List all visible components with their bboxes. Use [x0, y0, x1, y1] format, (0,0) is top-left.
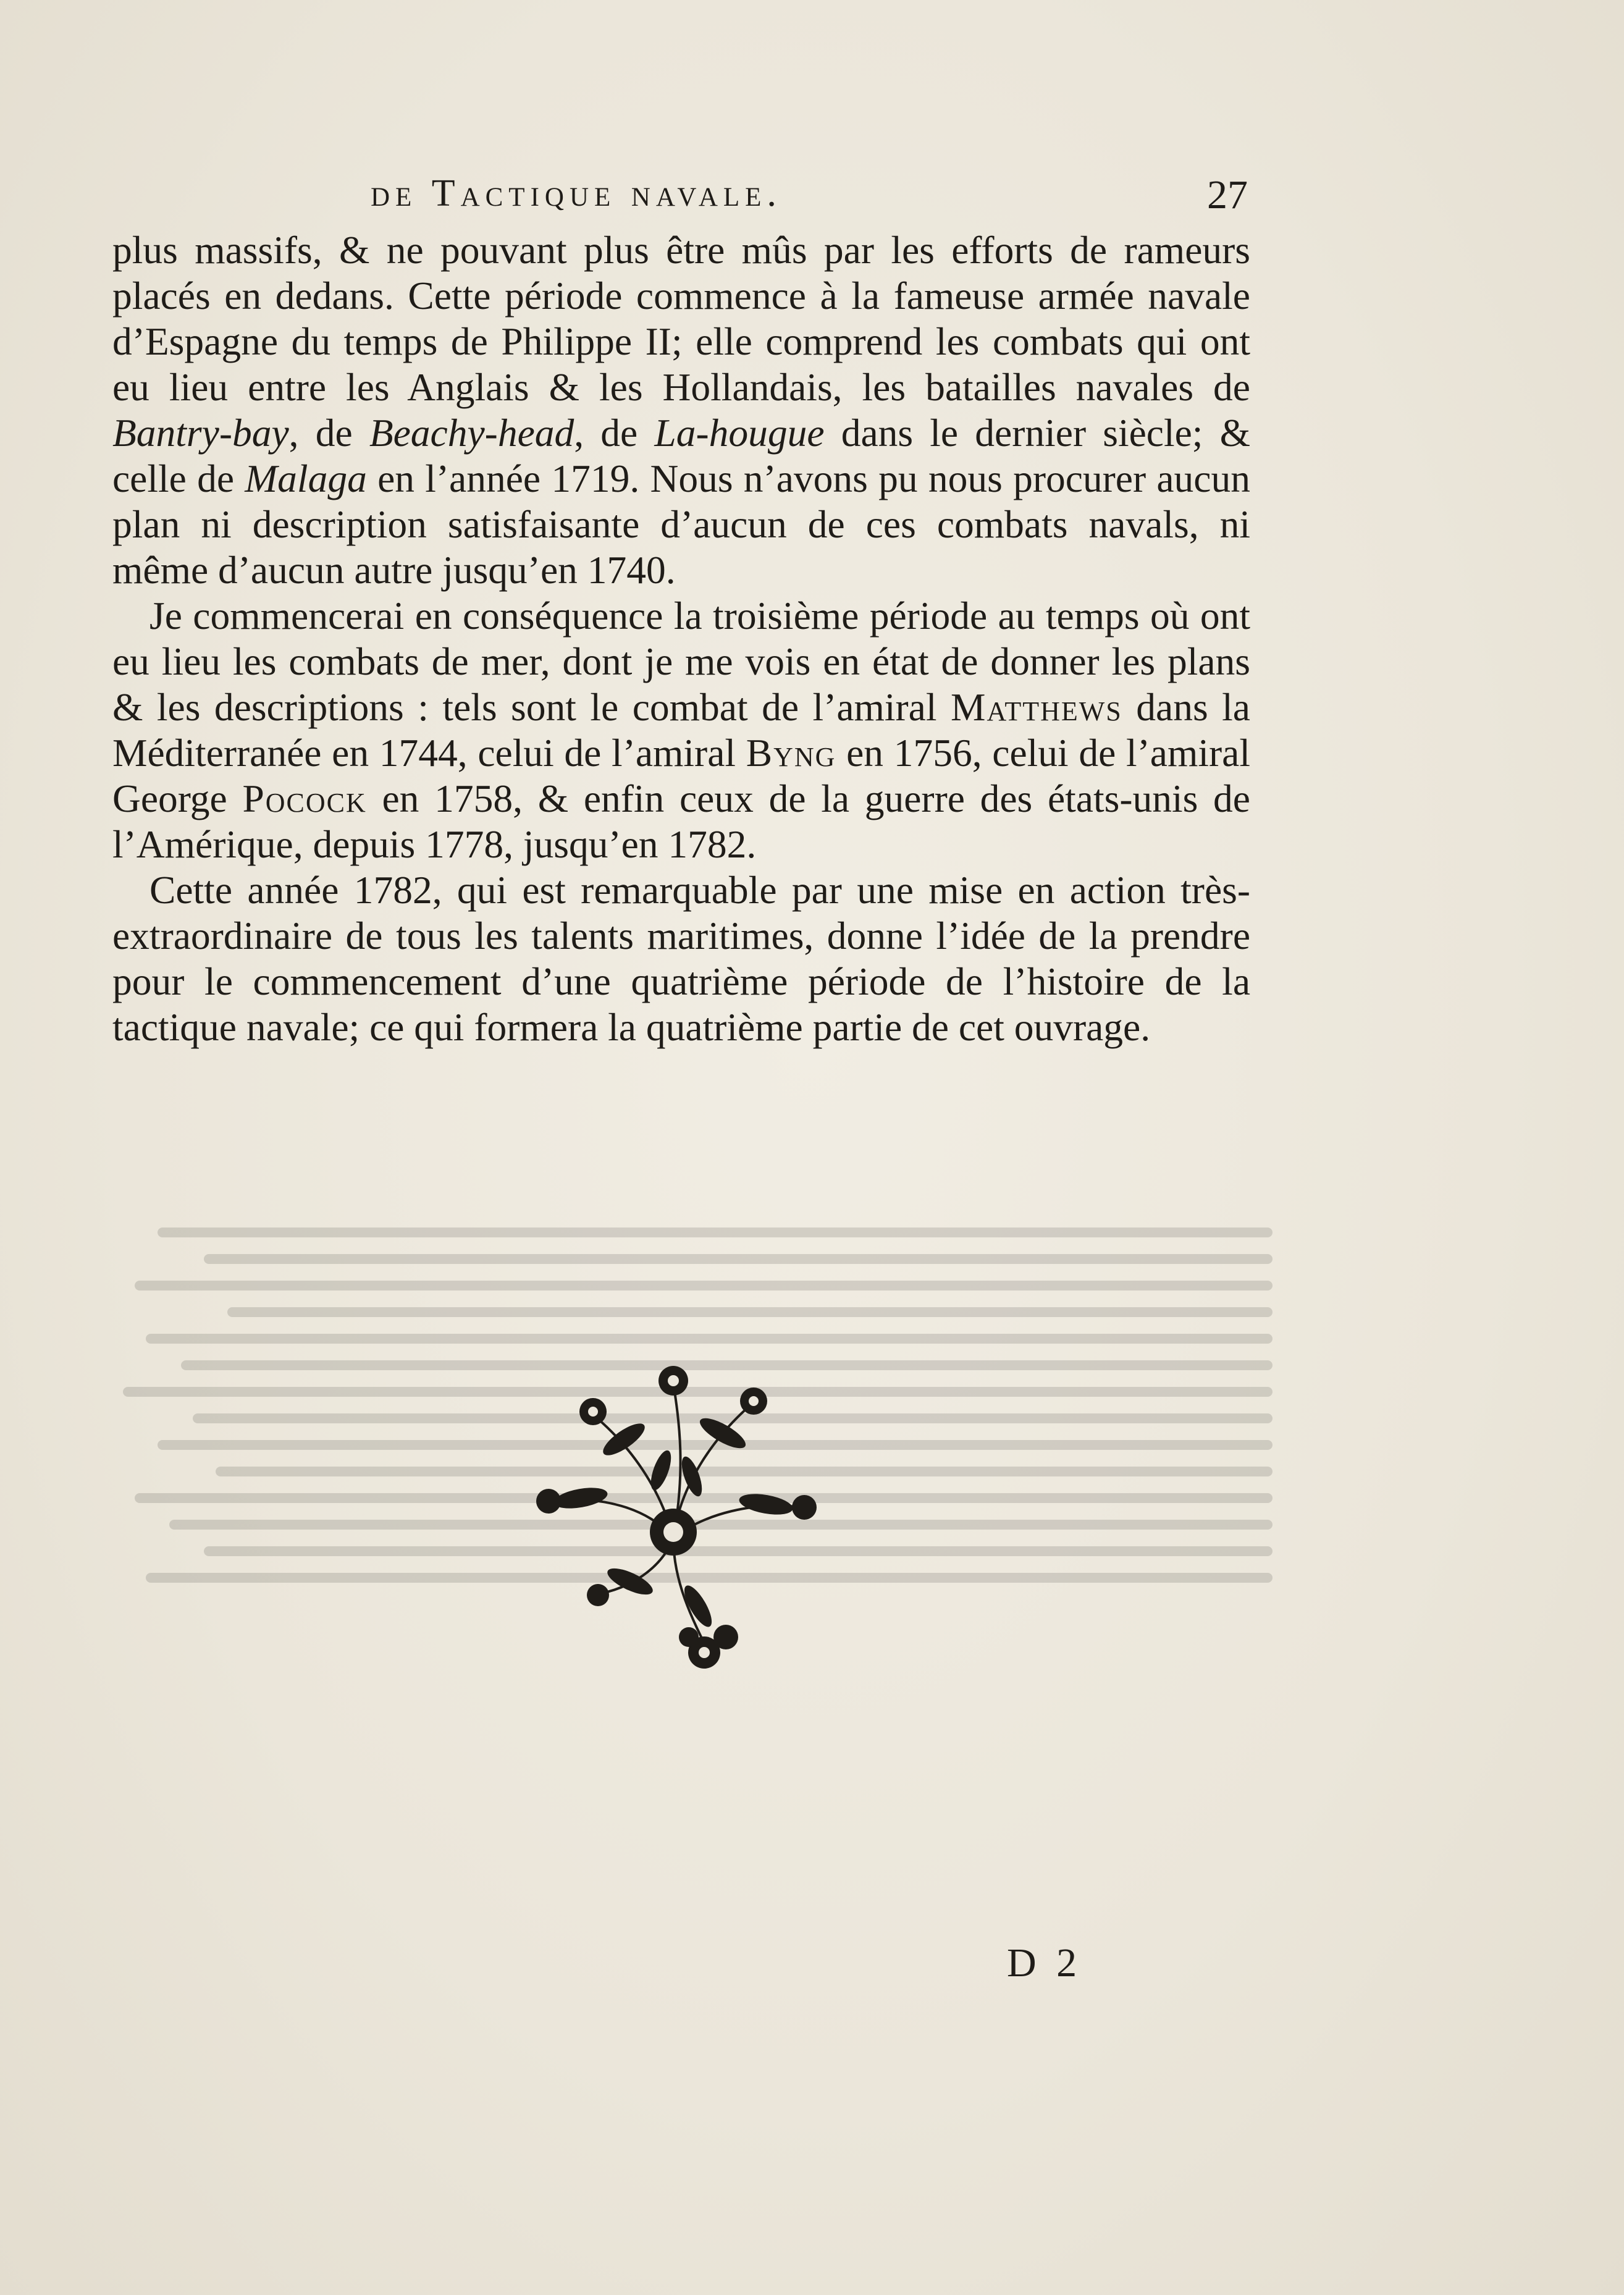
page-header	[117, 172, 1248, 221]
admiral-name: Matthews	[951, 685, 1122, 729]
page-number: 27	[1207, 172, 1248, 217]
italic-place-name: Malaga	[245, 457, 367, 500]
admiral-name: Byng	[746, 731, 836, 775]
floral-bouquet-icon	[476, 1347, 871, 1693]
italic-place-name: Bantry-bay	[112, 411, 289, 455]
text-run: dans la Méditerranée en 1744, celui de l’amiral	[112, 685, 1250, 775]
body-text	[112, 227, 1250, 1050]
italic-place-name: La-hougue	[654, 411, 825, 455]
italic-place-name: Beachy-head	[369, 411, 574, 455]
text-run: , de	[288, 411, 369, 455]
paragraph	[112, 227, 1250, 593]
signature-mark: D 2	[1007, 1940, 1082, 1985]
admiral-name: Pocock	[242, 777, 367, 820]
paragraph	[112, 867, 1250, 1050]
text-run: Cette année 1782, qui est remarquable par une mise en action très-extraordinaire de tous les talents maritimes, donne l’idée de la prendre pour le commencement d’une quatrième période de l’histoire de la tactique navale; ce qui formera la quatrième partie de cet ouvrage.	[112, 868, 1250, 1049]
paragraph	[112, 593, 1250, 867]
text-run: en 1756, celui de l’amiral George	[112, 731, 1250, 820]
text-run: en l’année 1719. Nous n’avons pu nous procurer aucun plan ni description satisfaisante d’aucun de ces combats navals, ni même d’aucun autre jusqu’en 1740.	[112, 457, 1250, 592]
text-run: en 1758, & enfin ceux de la guerre des états-unis de l’Amérique, depuis 1778, jusqu’en 1782.	[112, 777, 1250, 866]
floral-bouquet-ornament	[476, 1347, 871, 1693]
text-run: plus massifs, & ne pouvant plus être mûs par les efforts de rameurs placés en dedans. Cette période commence à la fameuse armée navale d’Espagne du temps de Philippe II; elle comprend les combats qui ont eu lieu entre les Anglais & les Hollandais, les batailles navales de	[112, 228, 1250, 409]
text-run: dans le dernier siècle; & celle de	[112, 411, 1251, 500]
text-run: , de	[574, 411, 655, 455]
text-run: Je commencerai en conséquence la troisième période au temps où ont eu lieu les combats de mer, dont je me vois en état de donner les plans & les descriptions : tels sont le combat de l’amiral	[112, 594, 1250, 729]
running-title: de Tactique navale.	[371, 172, 782, 214]
